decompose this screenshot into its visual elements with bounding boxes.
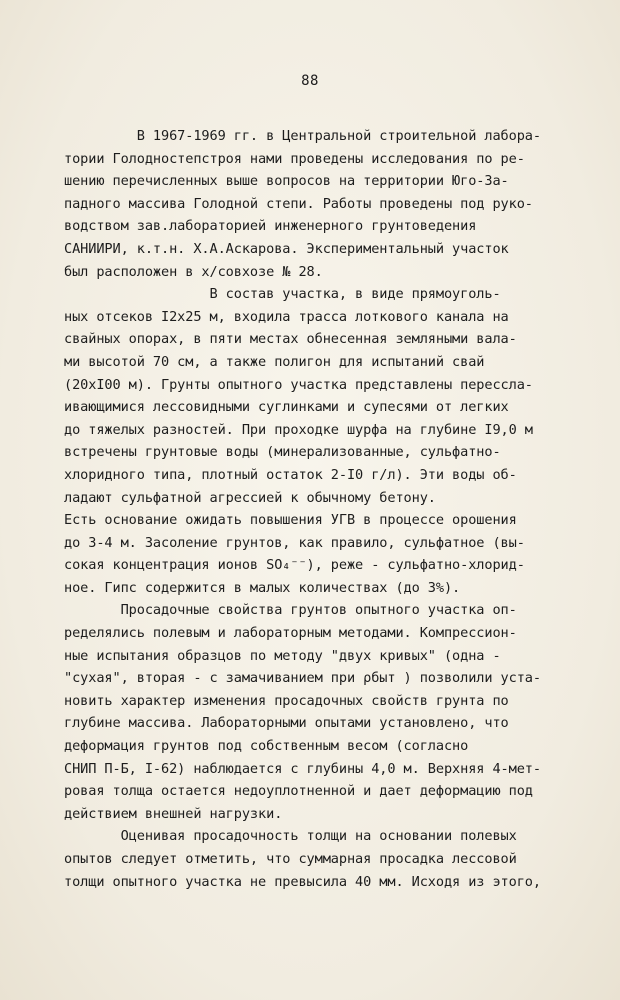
text-line: Есть основание ожидать повышения УГВ в процессе орошения [64,512,517,529]
text-line: встречены грунтовые воды (минерализованные, сульфатно- [64,444,501,461]
text-line: был расположен в х/совхозе № 28. [64,263,323,280]
text-line: опытов следует отметить, что суммарная просадка лессовой [64,851,517,867]
text-line: до 3-4 м. Засоление грунтов, как правило, сульфатное (вы- [64,534,525,551]
text-line: ми высотой 70 см, а также полигон для испытаний свай [64,353,485,370]
text-line: ных отсеков I2х25 м, входила трасса лоткового канала на [64,308,509,325]
body-text [64,125,594,893]
text-line: глубине массива. Лабораторными опытами установлено, что [64,715,509,732]
text-line: В 1967-1969 гг. в Центральной строительной лабора- [64,128,541,144]
page-number: 88 [301,73,319,89]
text-line: ивающимися лессовидными суглинками и супесями от легких [64,399,509,416]
text-line: до тяжелых разностей. При проходке шурфа на глубине I9,0 м [64,421,533,438]
text-line: ределялись полевым и лабораторным методами. Компрессион- [64,625,517,642]
text-line: ное. Гипс содержится в малых количествах (до 3%). [64,579,461,596]
text-line: ровая толща остается недоуплотненной и дает деформацию под [64,783,533,800]
text-line: САНИИРИ, к.т.н. Х.А.Аскарова. Экспериментальный участок [64,240,509,257]
text-line: В состав участка, в виде прямоуголь- [64,286,501,303]
text-line: шению перечисленных выше вопросов на территории Юго-За- [64,173,509,190]
text-line: свайных опорах, в пяти местах обнесенная земляными вала- [64,331,517,348]
text-line: водством зав.лабораторией инженерного грунтоведения [64,218,477,235]
text-line: СНИП П-Б, I-62) наблюдается с глубины 4,0 м. Верхняя 4-мет- [64,760,541,777]
text-line: тории Голодностепстроя нами проведены исследования по ре- [64,150,525,167]
text-line: ладают сульфатной агрессией к обычному бетону. [64,489,436,506]
text-line: "сухая", вторая - с замачиванием при ρбыт ) позволили уста- [64,670,541,687]
text-line: Просадочные свойства грунтов опытного участка оп- [64,602,517,619]
text-line: новить характер изменения просадочных свойств грунта по [64,692,509,709]
text-line: ные испытания образцов по методу "двух кривых" (одна - [64,647,501,664]
text-line: падного массива Голодной степи. Работы проведены под руко- [64,195,533,212]
text-line: сокая концентрация ионов SO₄⁻⁻), реже - сульфатно-хлорид- [64,557,525,574]
text-line: толщи опытного участка не превысила 40 мм. Исходя из этого, [64,873,541,890]
text-line: Оценивая просадочность толщи на основании полевых [64,828,517,845]
text-line: хлоридного типа, плотный остаток 2-I0 г/л). Эти воды об- [64,466,517,483]
text-line: деформация грунтов под собственным весом (согласно [64,738,469,755]
text-line: (20хI00 м). Грунты опытного участка представлены перессла- [64,376,533,393]
text-line: действием внешней нагрузки. [64,805,283,822]
